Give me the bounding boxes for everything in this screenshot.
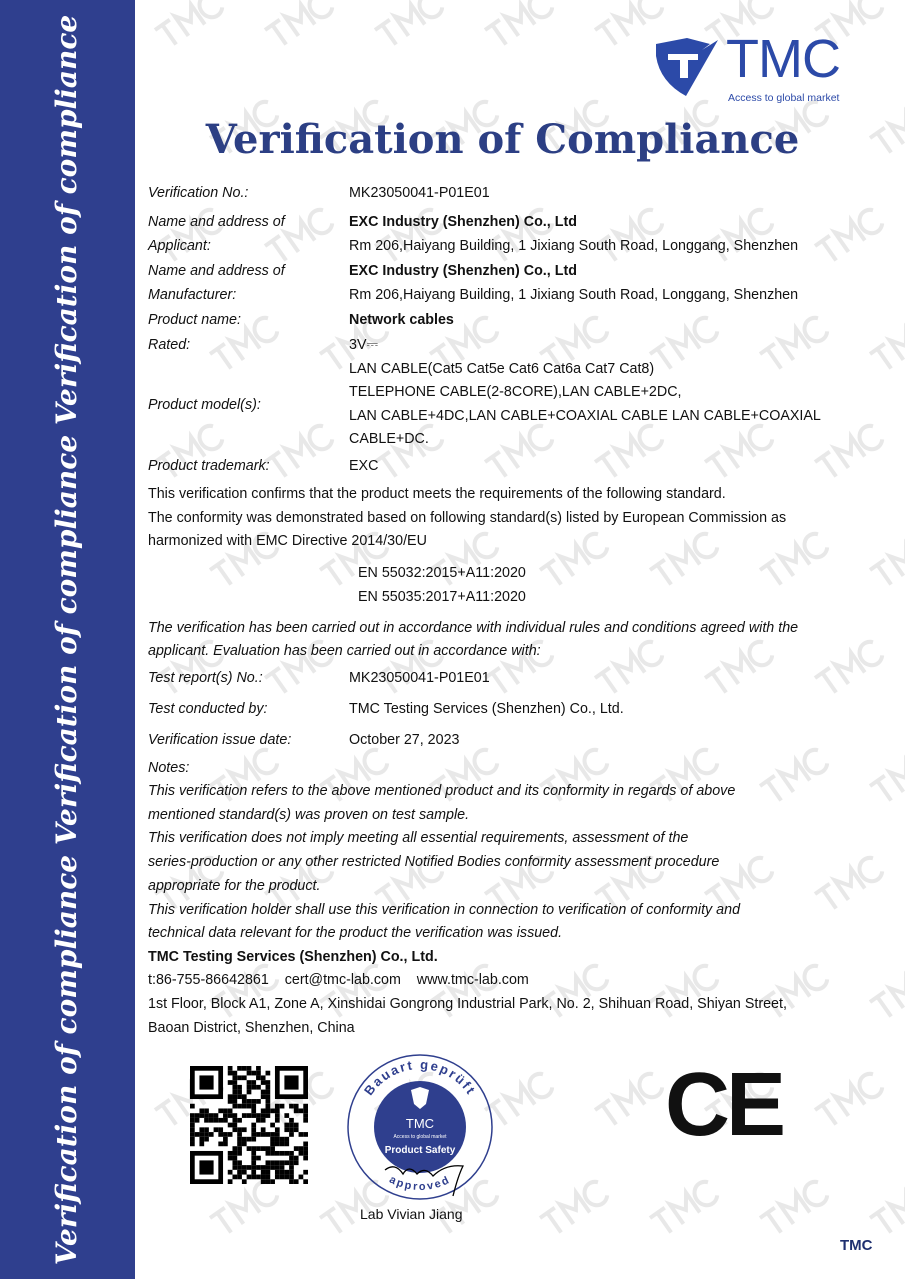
report-label: Test report(s) No.: bbox=[148, 670, 263, 686]
verification-no-label: Verification No.: bbox=[148, 185, 249, 201]
watermark-mark bbox=[485, 423, 554, 482]
watermark-mark bbox=[870, 747, 905, 806]
page-title: Verification of Compliance bbox=[205, 116, 800, 163]
watermark-mark bbox=[815, 639, 884, 698]
conducted-by: TMC Testing Services (Shenzhen) Co., Ltd. bbox=[349, 701, 624, 717]
statement-line: The conformity was demonstrated based on following standard(s) listed by European Commission as bbox=[148, 510, 787, 526]
stamp-top-text: Bauart geprüft bbox=[360, 1056, 480, 1099]
manufacturer-label-2: Manufacturer: bbox=[148, 287, 237, 303]
watermark-mark bbox=[650, 1179, 719, 1238]
stamp-tagline: Access to global market bbox=[393, 1134, 447, 1140]
tmc-logo bbox=[652, 29, 852, 112]
sign-label: Lab bbox=[360, 1206, 384, 1222]
accordance-line: applicant. Evaluation has been carried out in accordance with: bbox=[148, 643, 541, 659]
manufacturer-name: EXC Industry (Shenzhen) Co., Ltd bbox=[349, 263, 577, 279]
accordance-line: The verification has been carried out in accordance with individual rules and conditions agreed with the bbox=[148, 620, 799, 636]
notes-label: Notes: bbox=[148, 760, 190, 776]
trademark-label: Product trademark: bbox=[148, 458, 270, 474]
product-name-label: Product name: bbox=[148, 312, 241, 328]
applicant-address: Rm 206,Haiyang Building, 1 Jixiang South Road, Longgang, Shenzhen bbox=[349, 238, 799, 254]
watermark-mark bbox=[705, 639, 774, 698]
model-label: Product model(s): bbox=[148, 397, 261, 413]
note-line: series-production or any other restricted Notified Bodies conformity assessment procedure bbox=[148, 854, 720, 870]
watermark-mark bbox=[155, 0, 224, 50]
model-line: LAN CABLE(Cat5 Cat5e Cat6 Cat6a Cat7 Cat8) bbox=[349, 361, 655, 377]
note-line: This verification refers to the above mentioned product and its conformity in regards of above bbox=[148, 783, 736, 799]
verification-no: MK23050041-P01E01 bbox=[349, 185, 490, 201]
date-label: Verification issue date: bbox=[148, 732, 292, 748]
watermark-mark bbox=[760, 1179, 829, 1238]
watermark-mark bbox=[760, 747, 829, 806]
standard: EN 55032:2015+A11:2020 bbox=[358, 565, 526, 581]
watermark-mark bbox=[815, 855, 884, 914]
watermark-mark bbox=[870, 531, 905, 590]
report-no: MK23050041-P01E01 bbox=[349, 670, 490, 686]
watermark-mark bbox=[540, 531, 609, 590]
watermark-mark bbox=[485, 0, 554, 50]
watermark-mark bbox=[595, 639, 664, 698]
watermark-mark bbox=[815, 207, 884, 266]
watermark-mark bbox=[870, 315, 905, 374]
applicant-label: Name and address of bbox=[148, 214, 285, 230]
footer-logo: TMC bbox=[840, 1237, 873, 1254]
watermark-mark bbox=[485, 1071, 554, 1130]
note-line: technical data relevant for the product the verification was issued. bbox=[148, 925, 563, 941]
watermark-mark bbox=[595, 207, 664, 266]
rated-label: Rated: bbox=[148, 337, 191, 353]
company-address: Baoan District, Shenzhen, China bbox=[148, 1020, 355, 1036]
logo-tagline: Access to global market bbox=[728, 92, 840, 104]
sidebar-text: Verification of compliance Verification of compliance Verification of compliance bbox=[50, 14, 83, 1266]
watermark-mark bbox=[870, 963, 905, 1022]
watermark-mark bbox=[815, 423, 884, 482]
statement-line: This verification confirms that the product meets the requirements of the following standard. bbox=[148, 486, 726, 502]
qr-code bbox=[190, 1066, 308, 1184]
watermark-mark bbox=[595, 1071, 664, 1130]
rated-value: 3V⎓ bbox=[349, 337, 378, 353]
watermark-mark bbox=[650, 315, 719, 374]
stamp-label: Product Safety bbox=[384, 1145, 456, 1156]
watermark-mark bbox=[870, 1179, 905, 1238]
svg-text:approved bbox=[387, 1174, 452, 1193]
watermark-mark bbox=[705, 423, 774, 482]
signer-line bbox=[360, 1206, 463, 1223]
watermark-mark bbox=[375, 0, 444, 50]
company-contact: t:86-755-86642861 cert@tmc-lab.com www.tmc-lab.com bbox=[148, 972, 529, 988]
model-line: TELEPHONE CABLE(2-8CORE),LAN CABLE+2DC, bbox=[349, 384, 682, 400]
watermark-mark bbox=[760, 531, 829, 590]
note-line: This verification holder shall use this verification in connection to verification of conformity and bbox=[148, 902, 741, 918]
manufacturer-label: Name and address of bbox=[148, 263, 285, 279]
manufacturer-address: Rm 206,Haiyang Building, 1 Jixiang South Road, Longgang, Shenzhen bbox=[349, 287, 799, 303]
product-name: Network cables bbox=[349, 312, 454, 328]
note-line: mentioned standard(s) was proven on test sample. bbox=[148, 807, 470, 823]
watermark-mark bbox=[650, 531, 719, 590]
approval-stamp bbox=[345, 1052, 495, 1202]
ce-mark: CE bbox=[665, 1055, 783, 1155]
logo-name: TMC bbox=[726, 29, 840, 89]
note-line: appropriate for the product. bbox=[148, 878, 321, 894]
stamp-bottom-text: approved bbox=[387, 1173, 453, 1194]
watermark-mark bbox=[595, 423, 664, 482]
shield-icon bbox=[652, 36, 722, 106]
signer-name: Vivian Jiang bbox=[387, 1206, 463, 1222]
trademark: EXC bbox=[349, 458, 379, 474]
watermark-mark bbox=[760, 315, 829, 374]
model-line: CABLE+DC. bbox=[349, 431, 429, 447]
watermark-mark bbox=[265, 0, 334, 50]
watermark-mark bbox=[815, 1071, 884, 1130]
company-address: 1st Floor, Block A1, Zone A, Xinshidai Gongrong Industrial Park, No. 2, Shihuan Road, Shiyan Street, bbox=[148, 996, 787, 1012]
note-line: This verification does not imply meeting all essential requirements, assessment of the bbox=[148, 830, 689, 846]
model-line: LAN CABLE+4DC,LAN CABLE+COAXIAL CABLE LAN CABLE+COAXIAL bbox=[349, 408, 821, 424]
company-name: TMC Testing Services (Shenzhen) Co., Ltd. bbox=[148, 949, 438, 965]
applicant-name: EXC Industry (Shenzhen) Co., Ltd bbox=[349, 214, 577, 230]
conducted-label: Test conducted by: bbox=[148, 701, 268, 717]
watermark-mark bbox=[705, 207, 774, 266]
issue-date: October 27, 2023 bbox=[349, 732, 460, 748]
stamp-brand: TMC bbox=[405, 1116, 435, 1131]
sidebar-band bbox=[0, 0, 135, 1279]
statement-line: harmonized with EMC Directive 2014/30/EU bbox=[148, 533, 427, 549]
applicant-label-2: Applicant: bbox=[148, 238, 211, 254]
watermark-mark bbox=[540, 1179, 609, 1238]
standard: EN 55035:2017+A11:2020 bbox=[358, 589, 526, 605]
watermark-mark bbox=[265, 423, 334, 482]
watermark-mark bbox=[210, 1179, 279, 1238]
